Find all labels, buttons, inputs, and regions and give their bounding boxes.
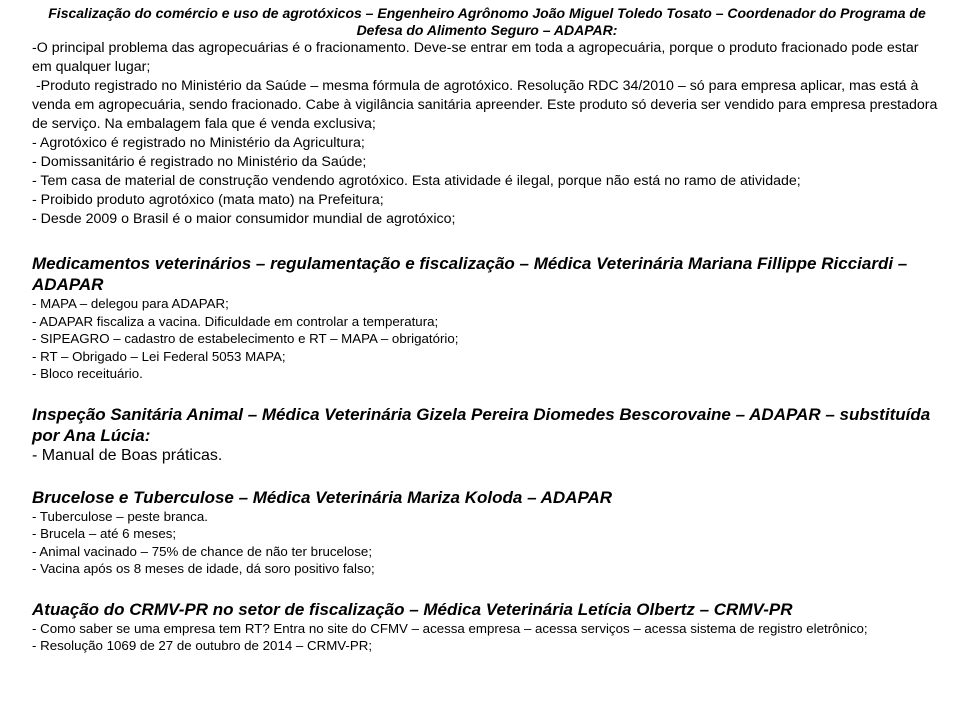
list-item: - Manual de Boas práticas. bbox=[32, 446, 223, 464]
section-heading: Atuação do CRMV-PR no setor de fiscalização – Médica Veterinária Letícia Olbertz – CRMV-PR bbox=[32, 599, 793, 619]
list-item: - Tem casa de material de construção vendendo agrotóxico. Esta atividade é ilegal, porque não está no ramo de atividade; bbox=[32, 173, 801, 189]
section-body bbox=[32, 295, 942, 383]
list-item: - Bloco receituário. bbox=[32, 366, 143, 381]
section-medicamentos-veterinarios bbox=[32, 253, 942, 383]
list-item: - RT – Obrigado – Lei Federal 5053 MAPA; bbox=[32, 348, 286, 364]
list-item: - Brucela – até 6 meses; bbox=[32, 526, 177, 541]
list-item: -O principal problema das agropecuárias é o fracionamento. Deve-se entrar em toda a agropecuária, porque o produto fracionado pode estar em qualquer lugar; bbox=[32, 40, 919, 75]
section-agrotoxicos bbox=[32, 5, 942, 229]
section-body bbox=[32, 39, 942, 229]
section-body bbox=[32, 508, 942, 578]
section-heading: Medicamentos veterinários – regulamentação e fiscalização – Médica Veterinária Mariana Fillippe Ricciardi – ADAPAR bbox=[32, 254, 908, 294]
list-item: - MAPA – delegou para ADAPAR; bbox=[32, 296, 229, 311]
section-atuacao-crmv bbox=[32, 599, 942, 655]
list-item: -Produto registrado no Ministério da Saúde – mesma fórmula de agrotóxico. Resolução RDC 34/2010 – só para empresa aplicar, mas está à venda em agropecuária, sendo fracionado. Cabe à vigilância sanitária apreender. Este produto só deveria ser vendido para empresa prestadora de serviço. Na embalagem fala que é venda exclusiva; bbox=[32, 78, 942, 132]
list-item: - SIPEAGRO – cadastro de estabelecimento e RT – MAPA – obrigatório; bbox=[32, 331, 459, 346]
list-item: - Como saber se uma empresa tem RT? Entra no site do CFMV – acessa empresa – acessa serviços – acessa sistema de registro eletrônico; bbox=[32, 620, 868, 636]
list-item: - Domissanitário é registrado no Ministério da Saúde; bbox=[32, 154, 367, 170]
list-item: - Agrotóxico é registrado no Ministério da Agricultura; bbox=[32, 135, 365, 151]
list-item: - Tuberculose – peste branca. bbox=[32, 508, 208, 524]
section-body bbox=[32, 446, 942, 466]
section-heading: Inspeção Sanitária Animal – Médica Veterinária Gizela Pereira Diomedes Bescorovaine – ADAPAR – substituída por Ana Lúcia: bbox=[32, 404, 931, 445]
document-page bbox=[32, 5, 942, 655]
section-heading: Fiscalização do comércio e uso de agrotóxicos – Engenheiro Agrônomo João Miguel Toledo Tosato – Coordenador do Programa de Defesa do Alimento Seguro – ADAPAR: bbox=[48, 5, 926, 38]
list-item: - Proibido produto agrotóxico (mata mato) na Prefeitura; bbox=[32, 192, 384, 208]
section-body bbox=[32, 620, 942, 655]
list-item: - Resolução 1069 de 27 de outubro de 2014 – CRMV-PR; bbox=[32, 638, 373, 653]
list-item: - ADAPAR fiscaliza a vacina. Dificuldade em controlar a temperatura; bbox=[32, 313, 439, 329]
section-brucelose-tuberculose bbox=[32, 487, 942, 578]
section-heading: Brucelose e Tuberculose – Médica Veterinária Mariza Koloda – ADAPAR bbox=[32, 487, 613, 507]
list-item: - Desde 2009 o Brasil é o maior consumidor mundial de agrotóxico; bbox=[32, 211, 456, 227]
list-item: - Animal vacinado – 75% de chance de não ter brucelose; bbox=[32, 543, 373, 559]
section-inspecao-sanitaria bbox=[32, 404, 942, 466]
list-item: - Vacina após os 8 meses de idade, dá soro positivo falso; bbox=[32, 561, 375, 576]
